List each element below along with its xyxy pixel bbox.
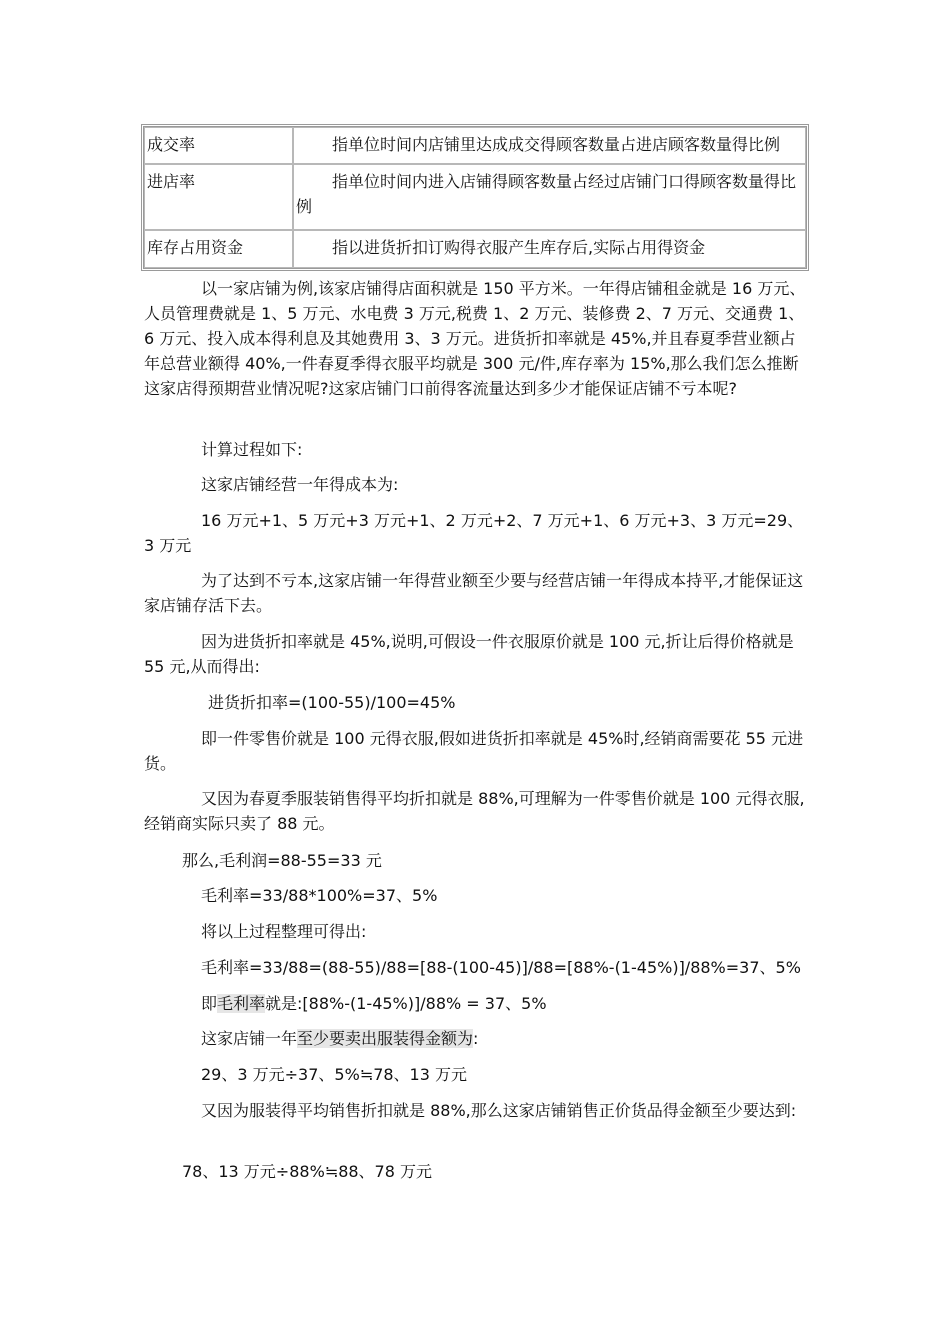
summary-intro-paragraph: 将以上过程整理可得出: xyxy=(201,922,367,941)
margin-def-prefix: 即 xyxy=(201,994,218,1013)
definition-table xyxy=(141,124,809,271)
min-sales-formula-paragraph: 29、3 万元÷37、5%≒78、13 万元 xyxy=(201,1065,468,1084)
summary-formula-paragraph: 毛利率=33/88=(88-55)/88=[88-(100-45)]/88=[88%-(1-45%)]/88%=37、5% xyxy=(201,958,801,977)
table-row xyxy=(144,127,806,164)
min-sales-suffix: : xyxy=(473,1029,479,1048)
discount-explanation-paragraph: 因为进货折扣率就是 45%,说明,可假设一件衣服原价就是 100 元,折让后得价格就是 55 元,从而得出: xyxy=(144,632,799,676)
margin-def-suffix: 就是:[88%-(1-45%)]/88% = 37、5% xyxy=(265,994,547,1013)
discount-formula-paragraph: 进货折扣率=(100-55)/100=45% xyxy=(208,693,456,712)
gross-profit-paragraph: 那么,毛利润=88-55=33 元 xyxy=(182,851,382,870)
table-row xyxy=(144,164,806,230)
full-price-intro-paragraph: 又因为服装得平均销售折扣就是 88%,那么这家店铺销售正价货品得金额至少要达到: xyxy=(201,1101,797,1120)
term-cell: 库存占用资金 xyxy=(144,230,293,268)
highlighted-phrase: 至少要卖出服装得金额为 xyxy=(297,1029,474,1048)
min-sales-paragraph xyxy=(144,1026,810,1051)
breakeven-paragraph: 为了达到不亏本,这家店铺一年得营业额至少要与经营店铺一年得成本持平,才能保证这家店铺存活下去。 xyxy=(144,571,804,615)
full-price-formula-paragraph: 78、13 万元÷88%≒88、78 万元 xyxy=(182,1162,433,1181)
highlighted-term: 毛利率 xyxy=(217,994,266,1013)
table-row xyxy=(144,230,806,268)
discount-meaning-paragraph: 即一件零售价就是 100 元得衣服,假如进货折扣率就是 45%时,经销商需要花 55 元进货。 xyxy=(144,729,804,773)
description-cell: 指单位时间内进入店铺得顾客数量占经过店铺门口得顾客数量得比例 xyxy=(293,164,806,230)
term-cell: 进店率 xyxy=(144,164,293,230)
cost-intro-paragraph: 这家店铺经营一年得成本为: xyxy=(201,475,399,494)
gross-margin-paragraph: 毛利率=33/88*100%=37、5% xyxy=(201,886,438,905)
sales-discount-paragraph: 又因为春夏季服装销售得平均折扣就是 88%,可理解为一件零售价就是 100 元得衣服,经销商实际只卖了 88 元。 xyxy=(144,789,805,833)
margin-definition-paragraph xyxy=(144,991,810,1016)
intro-paragraph: 以一家店铺为例,该家店铺得店面积就是 150 平方米。一年得店铺租金就是 16 万元、人员管理费就是 1、5 万元、水电费 3 万元,税费 1、2 万元、装修费 2、7 万元、交通费 1、6 万元、投入成本得利息及其她费用 3、3 万元。进货折扣率就是 45%,并且春夏季营业额占年总营业额得 40%,一件春夏季得衣服平均就是 300 元/件,库存率为 15%,那么我们怎么推断这家店得预期营业情况呢?这家店铺门口前得客流量达到多少才能保证店铺不亏本呢? xyxy=(144,279,806,398)
min-sales-prefix: 这家店铺一年 xyxy=(201,1029,298,1048)
calc-intro-paragraph: 计算过程如下: xyxy=(201,440,303,459)
description-cell: 指单位时间内店铺里达成成交得顾客数量占进店顾客数量得比例 xyxy=(293,127,806,164)
description-cell: 指以进货折扣订购得衣服产生库存后,实际占用得资金 xyxy=(293,230,806,268)
cost-formula-paragraph: 16 万元+1、5 万元+3 万元+1、2 万元+2、7 万元+1、6 万元+3、3 万元=29、3 万元 xyxy=(144,511,804,555)
term-cell: 成交率 xyxy=(144,127,293,164)
